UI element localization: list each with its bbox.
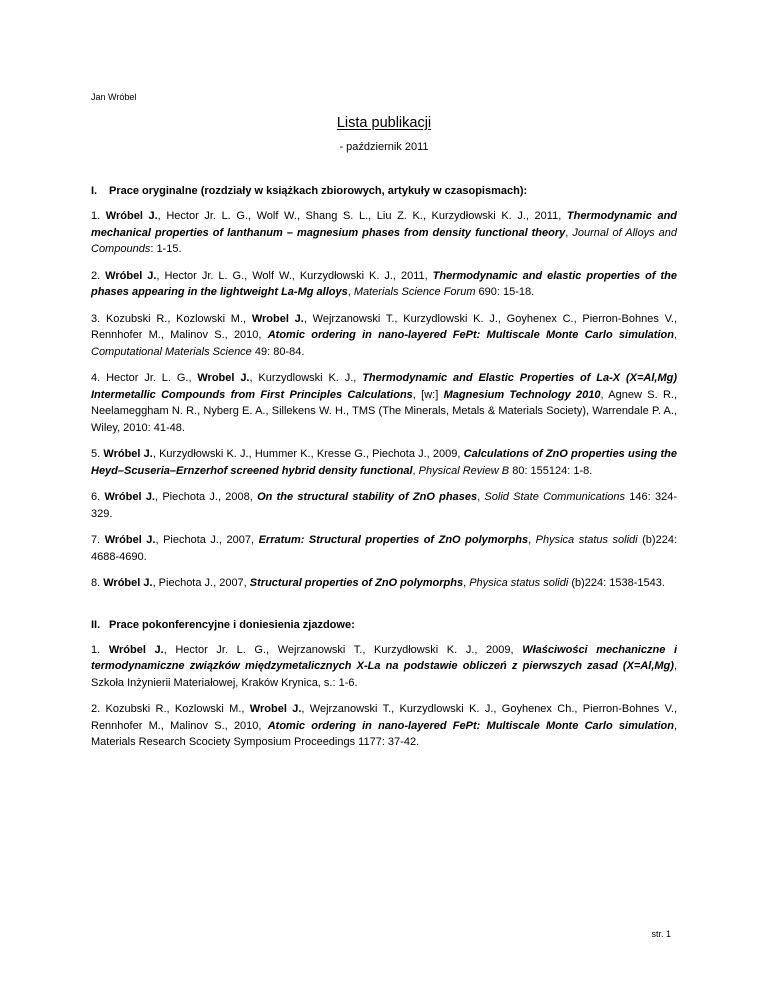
publication-entry [91,311,677,361]
entry-number: 5. [91,448,101,460]
entry-details: (b)224: 1538-1543. [568,577,665,589]
entry-title: Atomic ordering in nano-layered FePt: Multiscale Monte Carlo simulation [267,329,674,341]
publication-entry [91,489,677,522]
section-heading-conference [91,618,677,632]
entry-title: Erratum: Structural properties of ZnO polymorphs [258,534,529,546]
entry-authors: , Hector Jr. L. G., Wolf W., Shang S. L., Liu Z. K., Kurzydłowski K. J., 2011, [157,210,567,222]
entry-number: 1. [91,643,101,656]
entry-separator: , [673,329,677,341]
entry-details: , Materials Research Scociety Symposium Proceedings 1177: 37-42. [91,719,677,748]
publication-entry [91,268,677,301]
entry-title: On the structural stability of ZnO phases [257,491,478,503]
author-name: Jan Wróbel [91,92,137,102]
entry-venue: Solid State Communications [484,491,626,503]
entry-details: 80: 155124: 1-8. [509,464,593,477]
entry-title: Structural properties of ZnO polymorphs [249,577,464,589]
publication-list [91,184,677,761]
entry-details: 146: 324-329. [91,491,677,520]
entry-venue: Journal of Alloys and Compounds [91,226,677,255]
section-spacer [91,602,677,618]
publication-entry [91,208,677,258]
entry-venue: Materials Science Forum [353,286,476,298]
entry-number: 6. [91,491,101,503]
entry-details: , Agnew S. R., Neelameggham N. R., Nyberg E. A., Sillekens W. H., TMS (The Minerals, Metals & Materials Society), Warrendale P. A., Wiley, 2010: 41-48. [91,388,678,434]
entry-author-highlight: Wrobel J. [251,312,304,325]
entry-authors-leading: Kozubski R., Kozlowski M., [105,312,252,325]
entry-authors: , Wejrzanowski T., Kurzydlowski K. J., Goyhenex C., Pierron-Bohnes V., Rennhofer M., Malinov S., 2010, [91,312,678,341]
entry-separator: , [528,534,536,546]
publication-entry [91,446,677,479]
section-number: II. [91,618,101,631]
entry-separator: , [565,226,573,239]
publication-entry [91,701,677,751]
publication-entry [91,575,677,592]
section-number: I. [91,185,98,197]
entry-separator: , [477,491,485,503]
entry-author-highlight: Wróbel J. [105,210,158,222]
entry-author-highlight: Wróbel J. [103,448,153,460]
section-title: Prace oryginalne (rozdziały w książkach zbiorowych, artykuły w czasopismach): [109,185,528,197]
entry-title: Thermodynamic and elastic properties of the phases appearing in the lightweight La-Mg alloys [91,269,677,298]
entry-number: 4. [91,372,101,384]
entry-number: 3. [91,312,101,325]
entry-number: 1. [91,210,101,222]
entry-authors-leading: Hector Jr. L. G., [106,372,198,384]
entry-separator: , [w:] [412,388,444,401]
entry-number: 8. [91,577,101,589]
entry-details: (b)224: 4688-4690. [91,534,677,563]
entry-venue: Physica status solidi [535,534,638,546]
entry-number: 7. [91,534,101,546]
entry-details: 690: 15-18. [475,286,535,298]
page-title-text: Lista publikacji [336,115,432,131]
entry-details: , Szkoła Inżynierii Materiałowej, Kraków Krynica, s.: 1-6. [91,660,677,689]
entry-venue: Physical Review B [418,464,510,477]
entry-author-highlight: Wróbel J. [103,577,153,589]
publication-entry [91,532,677,565]
entry-author-highlight: Wróbel J. [104,534,156,546]
entry-venue: Computational Materials Science [91,345,252,358]
entry-authors: , Piechota J., 2007, [152,577,250,589]
publication-entry [91,642,677,692]
entry-separator: , [347,286,354,298]
entry-author-highlight: Wróbel J. [105,269,157,282]
entry-number: 2. [91,269,101,282]
entry-author-highlight: Wrobel J. [197,372,250,384]
entry-author-highlight: Wróbel J. [108,643,164,656]
entry-authors-leading: Kozubski R., Kozlowski M., [105,703,250,715]
entry-author-highlight: Wróbel J. [104,491,155,503]
entry-authors: , Piechota J., 2008, [155,491,258,503]
entry-separator: , [463,577,470,589]
entry-book-title: Magnesium Technology 2010 [443,388,601,401]
entry-authors: , Kurzydlowski K. J., [249,372,363,384]
entry-authors: , Piechota J., 2007, [155,534,259,546]
entry-number: 2. [91,703,101,715]
entry-title: Thermodynamic and Elastic Properties of La-X (X=Al,Mg) Intermetallic Compounds from First Principles Calculations [91,372,678,401]
entry-authors: , Wejrzanowski T., Kurzydlowski K. J., Goyhenex Ch., Pierron-Bohnes V., Rennhofer M., Malinov S., 2010, [91,703,678,732]
page-title [0,114,768,132]
entry-author-highlight: Wrobel J. [249,703,302,715]
entry-authors: , Hector Jr. L. G., Wejrzanowski T., Kurzydłowski K. J., 2009, [163,643,523,656]
entry-separator: , [412,464,419,477]
entry-authors: , Kurzydłowski K. J., Hummer K., Kresse G., Piechota J., 2009, [152,448,464,460]
entry-details: : 1-15. [150,243,182,255]
entry-title: Thermodynamic and mechanical properties of lanthanum – magnesium phases from density functional theory [91,210,678,239]
entry-title: Atomic ordering in nano-layered FePt: Multiscale Monte Carlo simulation [267,719,674,732]
entry-venue: Physica status solidi [469,577,569,589]
section-heading-original [91,184,677,198]
page-number: str. 1 [651,929,671,939]
entry-authors: , Hector Jr. L. G., Wolf W., Kurzydłowski K. J., 2011, [156,269,433,282]
publication-entry [91,370,677,436]
entry-title: Właściwości mechaniczne i termodynamiczne związków międzymetalicznych X-La na podstawie obliczeń z pierwszych zasad (X=Al,Mg) [91,643,677,672]
entry-details: 49: 80-84. [251,345,305,358]
page-subtitle: - październik 2011 [339,141,429,153]
entry-title: Calculations of ZnO properties using the Heyd–Scuseria–Ernzerhof screened hybrid density functional [91,448,678,477]
section-title: Prace pokonferencyjne i doniesienia zjazdowe: [109,618,355,631]
